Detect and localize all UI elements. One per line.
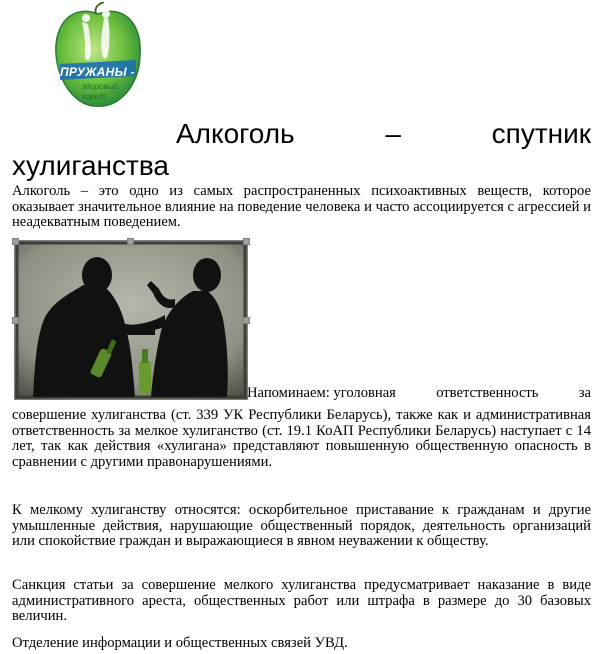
lead-word-1: Напоминаем: уголовная xyxy=(247,385,396,401)
resize-handle[interactable] xyxy=(243,238,250,245)
title-line-2: хулиганства xyxy=(12,150,169,181)
lead-word-2: ответственность xyxy=(436,385,539,401)
paragraph-petty-hooliganism: К мелкому хулиганству относятся: оскорбительное приставание к гражданам и другие умышленные действия, нарушающие общественный порядок, деятельность организаций или спокойствие граждан и выражающиеся в явном неуважении к обществу. xyxy=(12,502,591,549)
logo-subtitle: здоровый город! xyxy=(82,82,118,101)
logo-title: ПРУЖАНЫ - xyxy=(60,65,135,79)
article-title xyxy=(12,118,591,182)
silhouette-photo xyxy=(15,241,247,399)
city-logo xyxy=(52,2,144,110)
resize-handle[interactable] xyxy=(243,317,250,324)
resize-handle[interactable] xyxy=(127,238,134,245)
title-word-2: спутник xyxy=(491,118,591,149)
paragraph-sanction: Санкция статьи за совершение мелкого хулиганства предусматривает наказание в виде административного ареста, общественных работ или штрафа в размере до 30 базовых величин. xyxy=(12,577,591,624)
resize-handle[interactable] xyxy=(12,317,19,324)
title-dash: – xyxy=(385,118,401,149)
lead-word-3: за xyxy=(578,385,591,401)
lead-line xyxy=(247,386,591,402)
title-word-1: Алкоголь xyxy=(176,118,295,149)
article-photo[interactable] xyxy=(14,240,248,400)
signature-line: Отделение информации и общественных связей УВД. xyxy=(12,635,348,651)
resize-handle[interactable] xyxy=(12,238,19,245)
intro-paragraph: Алкоголь – это одно из самых распространенных психоактивных веществ, которое оказывает значительное влияние на поведение человека и часто ассоциируется с агрессией и неадекватным поведением. xyxy=(12,183,591,230)
paragraph-liability: совершение хулиганства (ст. 339 УК Республики Беларусь), также как и административная ответственность за мелкое хулиганство (ст. 19.1 КоАП Республики Беларусь) наступает с 14 лет, так как действия «хулигана» представляют повышенную общественную опасность в сравнении с другими правонарушениями. xyxy=(12,407,591,470)
